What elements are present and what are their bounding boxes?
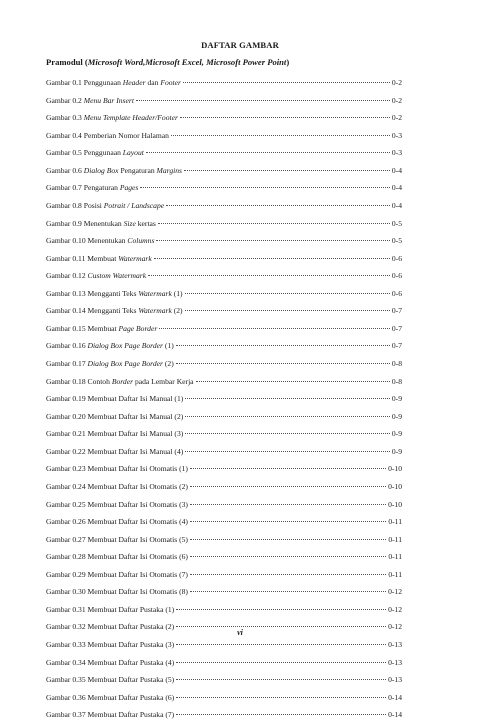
entry-label [46,654,174,672]
dot-leader [158,223,390,224]
subtitle-prefix: Pramodul ( [46,57,88,67]
entry-page-number: 0-6 [391,271,402,281]
entry-text: Pengaturan [118,165,157,175]
entry-label [46,513,188,531]
entry-page-number: 0-10 [388,481,402,491]
entry-label [46,337,174,355]
dot-leader [176,363,390,364]
entry-page-number: 0-6 [391,253,402,263]
entry-text: Gambar 0.7 Pengaturan [46,183,120,193]
entry-page-number: 0-9 [391,411,402,421]
list-item[interactable] [46,513,402,531]
entry-label [46,706,174,724]
entry-text: Gambar 0.35 Membuat Daftar Pustaka (5) [46,675,175,685]
entry-page-number: 0-7 [391,306,402,316]
entry-text: Gambar 0.15 Membuat [46,323,119,333]
entry-label [46,390,183,408]
list-item[interactable] [46,496,402,514]
entry-label [46,636,174,654]
list-item[interactable] [46,144,402,162]
entry-text: pada Lembar Kerja [133,376,194,386]
entry-label [46,74,181,92]
list-item[interactable] [46,337,402,355]
list-item[interactable] [46,162,402,180]
entry-label [46,478,188,496]
entry-italic-text: Pages [119,183,139,193]
dot-leader [176,345,390,346]
entry-text: (1) [171,288,183,298]
dot-leader [156,240,389,241]
entry-label [46,689,174,707]
list-item[interactable] [46,74,402,92]
entry-page-number: 0-3 [391,130,402,140]
entry-text: Gambar 0.31 Membuat Daftar Pustaka (1) [46,604,175,614]
entry-page-number: 0-11 [388,517,402,527]
dot-leader [185,310,390,311]
dot-leader [185,398,390,399]
entry-page-number: 0-8 [391,359,402,368]
entry-label [46,408,183,426]
entry-text: Gambar 0.27 Membuat Daftar Isi Otomatis (5) [46,534,188,544]
entry-label [46,460,188,478]
entry-page-number: 0-13 [388,640,402,649]
entry-text: Gambar 0.11 Membuat [46,253,119,263]
entry-italic-text: Page Border [118,323,158,333]
list-item[interactable] [46,373,402,391]
entry-text: Gambar 0.3 [46,113,84,123]
subtitle-italic: Microsoft Word,Microsoft Excel, Microsoft Power Point [87,57,287,67]
entry-text: Gambar 0.37 Membuat Daftar Pustaka (7) [46,710,175,720]
entry-text: Gambar 0.1 Penggunaan [46,78,123,87]
subtitle-suffix: ) [286,57,290,67]
dot-leader [184,170,390,171]
entry-label [46,443,183,461]
entry-text: Gambar 0.4 Pemberian Nomor Halaman [46,130,169,140]
entry-page-number: 0-5 [391,218,402,228]
entry-page-number: 0-12 [388,604,402,614]
dot-leader [185,416,390,417]
entry-text: Gambar 0.21 Membuat Daftar Isi Manual (3) [46,429,184,439]
list-item[interactable] [46,232,402,250]
list-item[interactable] [46,443,402,461]
entry-label [46,127,169,145]
entry-text: Gambar 0.32 Membuat Daftar Pustaka (2) [46,622,175,632]
list-item[interactable] [46,706,402,724]
entry-italic-text: Watermark [138,288,172,298]
entry-italic-text: Footer [160,78,181,87]
dot-leader [176,679,386,680]
entry-page-number: 0-11 [388,552,402,562]
list-item[interactable] [46,654,402,672]
entry-label [46,215,156,233]
entry-page-number: 0-3 [391,148,402,158]
entry-label [46,197,164,215]
entry-page-number: 0-6 [391,288,402,298]
entry-italic-text: Custom Watermark [87,271,147,281]
entry-text: Gambar 0.6 [46,165,84,175]
list-item[interactable] [46,531,402,549]
dot-leader [185,433,390,434]
entry-text: Gambar 0.18 Contoh [46,376,112,386]
list-item[interactable] [46,355,402,373]
entry-page-number: 0-9 [391,429,402,439]
entry-label [46,425,183,443]
dot-leader [159,328,390,329]
entry-label [46,355,174,373]
entry-text: Gambar 0.25 Membuat Daftar Isi Otomatis (3) [46,499,188,509]
entry-page-number: 0-12 [388,622,402,632]
entry-label [46,320,157,338]
entry-page-number: 0-8 [391,376,402,386]
entry-label [46,583,188,601]
list-item[interactable] [46,408,402,426]
figure-list [46,74,402,724]
entry-label [46,109,178,127]
dot-leader [190,504,386,505]
list-item[interactable] [46,267,402,285]
entry-italic-text: Dialog Box Page Border [87,359,163,368]
entry-page-number: 0-11 [388,569,402,579]
list-item[interactable] [46,671,402,689]
entry-label [46,92,134,110]
entry-italic-text: Watermark [118,253,152,263]
entry-label [46,373,194,391]
entry-text: Gambar 0.29 Membuat Daftar Isi Otomatis (7) [46,569,188,579]
dot-leader [190,486,386,487]
entry-italic-text: Header [122,78,146,87]
entry-text: Gambar 0.33 Membuat Daftar Pustaka (3) [46,640,175,649]
entry-page-number: 0-10 [388,464,402,474]
dot-leader [148,275,390,276]
entry-label [46,671,174,689]
entry-label [46,267,146,285]
list-item[interactable] [46,425,402,443]
dot-leader [190,574,386,575]
list-item[interactable] [46,320,402,338]
dot-leader [183,82,390,83]
entry-text: Gambar 0.22 Membuat Daftar Isi Manual (4) [46,446,184,456]
dot-leader [190,521,386,522]
dot-leader [171,135,390,136]
list-item[interactable] [46,302,402,320]
entry-page-number: 0-4 [391,183,402,193]
list-item[interactable] [46,197,402,215]
entry-page-number: 0-7 [391,341,402,351]
entry-label [46,531,188,549]
entry-label [46,250,152,268]
dot-leader [185,451,390,452]
entry-label [46,285,183,303]
list-item[interactable] [46,460,402,478]
entry-label [46,162,182,180]
entry-page-number: 0-14 [388,710,402,720]
entry-label [46,496,188,514]
dot-leader [176,609,386,610]
entry-text: Gambar 0.10 Menentukan [46,236,128,246]
dot-leader [176,662,386,663]
entry-page-number: 0-4 [391,165,402,175]
entry-italic-text: Columns [127,236,155,246]
entry-text: Gambar 0.5 Penggunaan [46,148,123,158]
entry-text: dan [145,78,161,87]
list-item[interactable] [46,127,402,145]
entry-page-number: 0-14 [388,692,402,702]
entry-text: Gambar 0.34 Membuat Daftar Pustaka (4) [46,657,175,667]
dot-leader [166,205,390,206]
entry-page-number: 0-2 [391,78,402,87]
dot-leader [190,468,386,469]
entry-text: Gambar 0.13 Mengganti Teks [46,288,139,298]
list-item[interactable] [46,478,402,496]
dot-leader [180,117,390,118]
entry-label [46,302,183,320]
list-item[interactable] [46,583,402,601]
entry-text: Gambar 0.26 Membuat Daftar Isi Otomatis (4) [46,517,188,527]
entry-page-number: 0-10 [388,499,402,509]
entry-text: Gambar 0.12 [46,271,88,281]
list-item[interactable] [46,92,402,110]
page-title: DAFTAR GAMBAR [201,40,279,50]
entry-text: Gambar 0.24 Membuat Daftar Isi Otomatis (2) [46,481,188,491]
dot-leader [146,152,390,153]
list-item[interactable] [46,109,402,127]
dot-leader [154,258,390,259]
entry-italic-text: Watermark [138,306,172,316]
dot-leader [176,697,386,698]
entry-text: Gambar 0.28 Membuat Daftar Isi Otomatis (6) [46,552,188,562]
entry-italic-text: Potrait / Landscape [103,200,165,210]
section-subtitle [46,57,289,67]
entry-text: Gambar 0.20 Membuat Daftar Isi Manual (2) [46,411,184,421]
entry-italic-text: Menu Template Header/Footer [83,113,178,123]
list-item[interactable] [46,215,402,233]
entry-text: (1) [162,341,174,351]
entry-page-number: 0-9 [391,446,402,456]
dot-leader [176,644,386,645]
entry-text: Gambar 0.14 Mengganti Teks [46,306,139,316]
entry-text: Gambar 0.23 Membuat Daftar Isi Otomatis (1) [46,464,188,474]
dot-leader [190,556,386,557]
entry-page-number: 0-13 [388,675,402,685]
entry-text: kertas [135,218,156,228]
entry-text: Gambar 0.30 Membuat Daftar Isi Otomatis (8) [46,587,188,597]
entry-label [46,232,154,250]
dot-leader [176,714,386,715]
entry-text: Gambar 0.17 [46,359,88,368]
dot-leader [185,293,390,294]
entry-text: Gambar 0.16 [46,341,88,351]
entry-italic-text: Size [123,218,136,228]
entry-italic-text: Margins [156,165,182,175]
entry-italic-text: Dialog Box [83,165,119,175]
entry-italic-text: Dialog Box Page Border [87,341,163,351]
list-item[interactable] [46,285,402,303]
entry-label [46,144,144,162]
entry-italic-text: Menu Bar Insert [83,95,134,105]
entry-label [46,179,138,197]
entry-label [46,566,188,584]
entry-text: Gambar 0.2 [46,95,84,105]
entry-text: Gambar 0.9 Menentukan [46,218,124,228]
list-item[interactable] [46,566,402,584]
entry-page-number: 0-5 [391,236,402,246]
entry-italic-text: Border [111,376,134,386]
list-item[interactable] [46,689,402,707]
dot-leader [190,591,386,592]
entry-label [46,548,188,566]
entry-text: Gambar 0.8 Posisi [46,200,104,210]
entry-page-number: 0-11 [388,534,402,544]
list-item[interactable] [46,548,402,566]
entry-page-number: 0-13 [388,657,402,667]
dot-leader [136,100,390,101]
entry-page-number: 0-7 [391,323,402,333]
list-item[interactable] [46,179,402,197]
entry-page-number: 0-4 [391,200,402,210]
entry-text: Gambar 0.19 Membuat Daftar Isi Manual (1) [46,394,184,404]
dot-leader [140,187,390,188]
list-item[interactable] [46,250,402,268]
entry-page-number: 0-12 [388,587,402,597]
list-item[interactable] [46,601,402,619]
footer-page-number: vi [237,628,243,637]
entry-text: (2) [171,306,183,316]
dot-leader [196,381,390,382]
entry-label [46,601,174,619]
list-item[interactable] [46,390,402,408]
dot-leader [190,539,386,540]
list-item[interactable] [46,636,402,654]
entry-page-number: 0-9 [391,394,402,404]
entry-text: Gambar 0.36 Membuat Daftar Pustaka (6) [46,692,175,702]
entry-page-number: 0-2 [391,95,402,105]
entry-text: (2) [162,359,174,368]
entry-page-number: 0-2 [391,113,402,123]
entry-italic-text: Layout [122,148,144,158]
